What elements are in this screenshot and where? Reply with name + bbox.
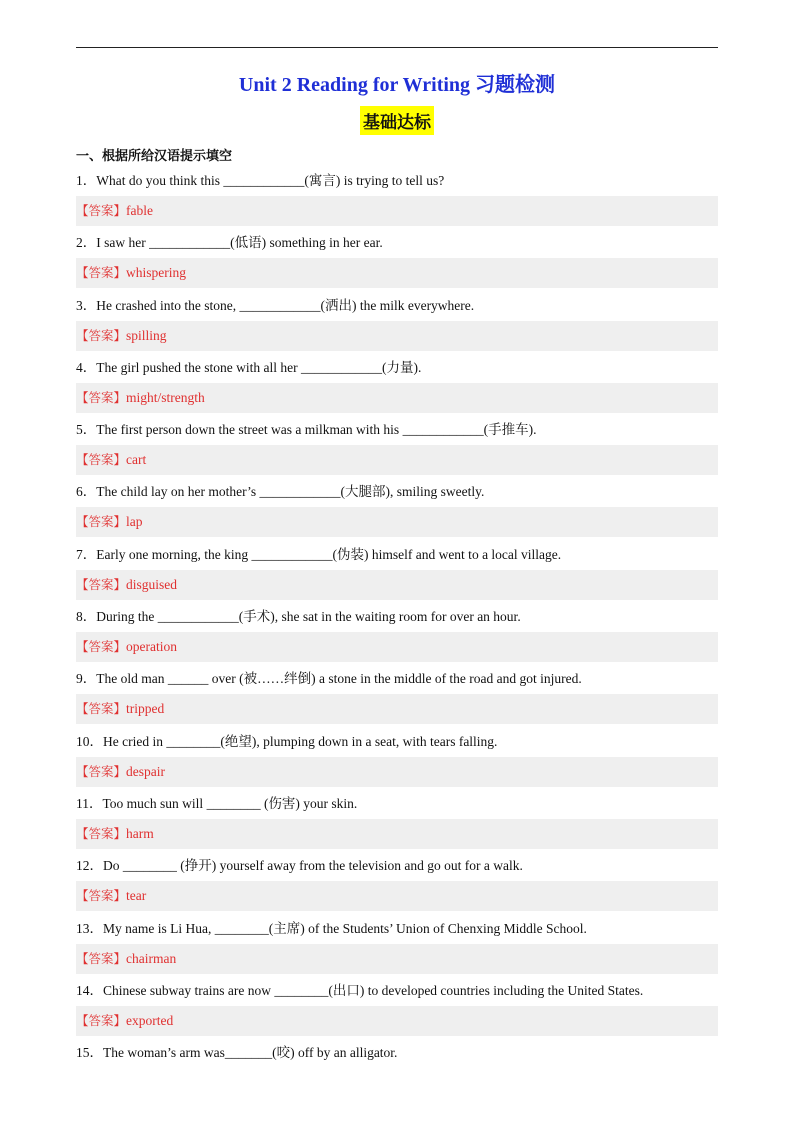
answer-blank: ______ [167,671,209,687]
question-number: 1． [76,173,97,188]
question-text-after: over (被……绊倒) a stone in the middle of the road and got injured. [208,671,582,687]
exercise-item [76,352,718,414]
answer-blank: ____________ [157,609,239,625]
question-text-after: (咬) off by an alligator. [272,1045,398,1061]
subtitle-wrapper [0,106,794,135]
answer-blank: ________ [166,733,221,749]
question-line [76,913,718,944]
exercise-item [76,913,718,975]
question-text-after: (伪装) himself and went to a local village. [332,546,562,562]
question-text-before: Do [103,858,123,874]
question-line [76,850,718,881]
answer-value: operation [126,639,177,655]
exercise-item [76,539,718,601]
question-text-after: (低语) something in her ear. [230,235,383,251]
answer-label: 【答案】 [76,825,127,841]
question-line [76,414,718,445]
question-number: 7． [76,546,97,562]
exercise-item [76,663,718,725]
question-number: 3． [76,297,97,313]
answer-line [76,1006,718,1036]
question-text-before: The girl pushed the stone with all her [96,359,301,375]
answer-label: 【答案】 [76,452,127,468]
answer-label: 【答案】 [76,763,127,779]
answer-blank: ____________ [259,484,341,500]
question-number: 12． [76,858,103,874]
question-number: 2． [76,235,97,251]
section-heading: 一、根据所给汉语提示填空 [76,149,233,164]
question-text-before: The first person down the street was a milkman with his [96,422,403,438]
answer-blank: ____________ [239,297,321,313]
exercise-item [76,290,718,352]
answer-line [76,944,718,974]
answer-value: might/strength [126,389,205,405]
answer-line [76,632,718,662]
exercise-item [76,227,718,289]
answer-line [76,196,718,226]
exercise-list [76,165,718,1099]
question-text-after: (大腿部), smiling sweetly. [340,484,485,500]
question-line [76,165,718,196]
question-number: 14． [76,982,103,998]
answer-value: whispering [126,265,187,281]
answer-blank: _______ [224,1045,273,1061]
question-text-before: The old man [96,671,168,687]
question-text-before: Chinese subway trains are now [103,982,275,998]
answer-label: 【答案】 [76,327,127,343]
answer-line [76,757,718,787]
question-number: 10． [76,733,103,749]
answer-value: chairman [126,950,177,966]
question-line [76,601,718,632]
answer-blank: ____________ [223,173,305,188]
question-number: 15． [76,1045,103,1061]
question-text-before: The woman’s arm was [103,1045,225,1061]
answer-line [76,258,718,288]
answer-line [76,694,718,724]
exercise-item [76,975,718,1037]
question-line [76,290,718,321]
question-number: 13． [76,920,103,936]
question-text-before: Too much sun will [102,795,207,811]
answer-value: harm [126,825,154,841]
question-number: 11． [76,795,103,811]
answer-label: 【答案】 [76,265,127,281]
question-line [76,352,718,383]
answer-blank: ____________ [402,422,484,438]
question-text-after: (力量). [381,359,422,375]
question-line [76,476,718,507]
question-text-before: I saw her [96,235,150,251]
answer-value: cart [126,452,147,468]
exercise-item [76,850,718,912]
answer-line [76,445,718,475]
question-number: 9． [76,671,97,687]
answer-blank: ____________ [149,235,231,251]
question-number: 5． [76,422,97,438]
answer-line [76,321,718,351]
answer-label: 【答案】 [76,576,127,592]
answer-blank: ________ [214,920,269,936]
question-line [76,539,718,570]
question-text-before: He crashed into the stone, [96,297,240,313]
question-text-after: (伤害) your skin. [260,795,358,811]
answer-line [76,383,718,413]
exercise-item [76,414,718,476]
question-text-after: (手推车). [483,422,537,438]
exercise-item [76,601,718,663]
question-line [76,1037,718,1068]
answer-value: despair [126,763,165,779]
answer-blank: ________ [122,858,177,874]
question-text-before: During the [96,609,158,625]
answer-label: 【答案】 [76,203,127,218]
document-title: Unit 2 Reading for Writing 习题检测 [238,74,556,96]
question-line [76,788,718,819]
exercise-item [76,165,718,227]
question-number: 4． [76,359,97,375]
answer-label: 【答案】 [76,639,127,655]
answer-value: lap [126,514,143,530]
answer-value: tripped [126,701,165,717]
question-text-after: (寓言) is trying to tell us? [304,173,445,188]
question-text-before: What do you think this [96,173,224,188]
question-line [76,975,718,1006]
answer-line [76,819,718,849]
exercise-item [76,476,718,538]
answer-value: fable [126,203,153,218]
question-text-after: (洒出) the milk everywhere. [320,297,475,313]
question-line [76,227,718,258]
answer-label: 【答案】 [76,514,127,530]
answer-value: spilling [126,327,167,343]
answer-label: 【答案】 [76,950,127,966]
exercise-item [76,726,718,788]
answer-value: disguised [126,576,178,592]
exercise-item [76,1037,718,1099]
header-rule [76,47,718,48]
question-line [76,726,718,757]
answer-value: exported [126,1012,174,1028]
question-number: 6． [76,484,97,500]
question-text-after: (主席) of the Students’ Union of Chenxing Middle School. [268,920,587,936]
answer-label: 【答案】 [76,888,127,904]
answer-blank: ________ [274,982,329,998]
answer-label: 【答案】 [76,701,127,717]
question-text-before: My name is Li Hua, [103,920,215,936]
document-subtitle: 基础达标 [360,106,434,135]
answer-line [76,507,718,537]
answer-label: 【答案】 [76,1012,127,1028]
answer-blank: ________ [206,795,261,811]
exercise-item [76,788,718,850]
question-line [76,663,718,694]
answer-line [76,570,718,600]
question-number: 8． [76,609,97,625]
answer-value: tear [126,888,147,904]
question-text-before: The child lay on her mother’s [96,484,260,500]
answer-label: 【答案】 [76,389,127,405]
question-text-before: Early one morning, the king [96,546,252,562]
question-text-after: (手术), she sat in the waiting room for over an hour. [238,609,521,625]
question-text-after: (出口) to developed countries including the United States. [328,982,644,998]
answer-line [76,881,718,911]
question-text-after: (挣开) yourself away from the television and go out for a walk. [176,858,523,874]
answer-blank: ____________ [251,546,333,562]
question-text-after: (绝望), plumping down in a seat, with tears falling. [220,733,498,749]
question-text-before: He cried in [103,733,167,749]
answer-blank: ____________ [300,359,382,375]
